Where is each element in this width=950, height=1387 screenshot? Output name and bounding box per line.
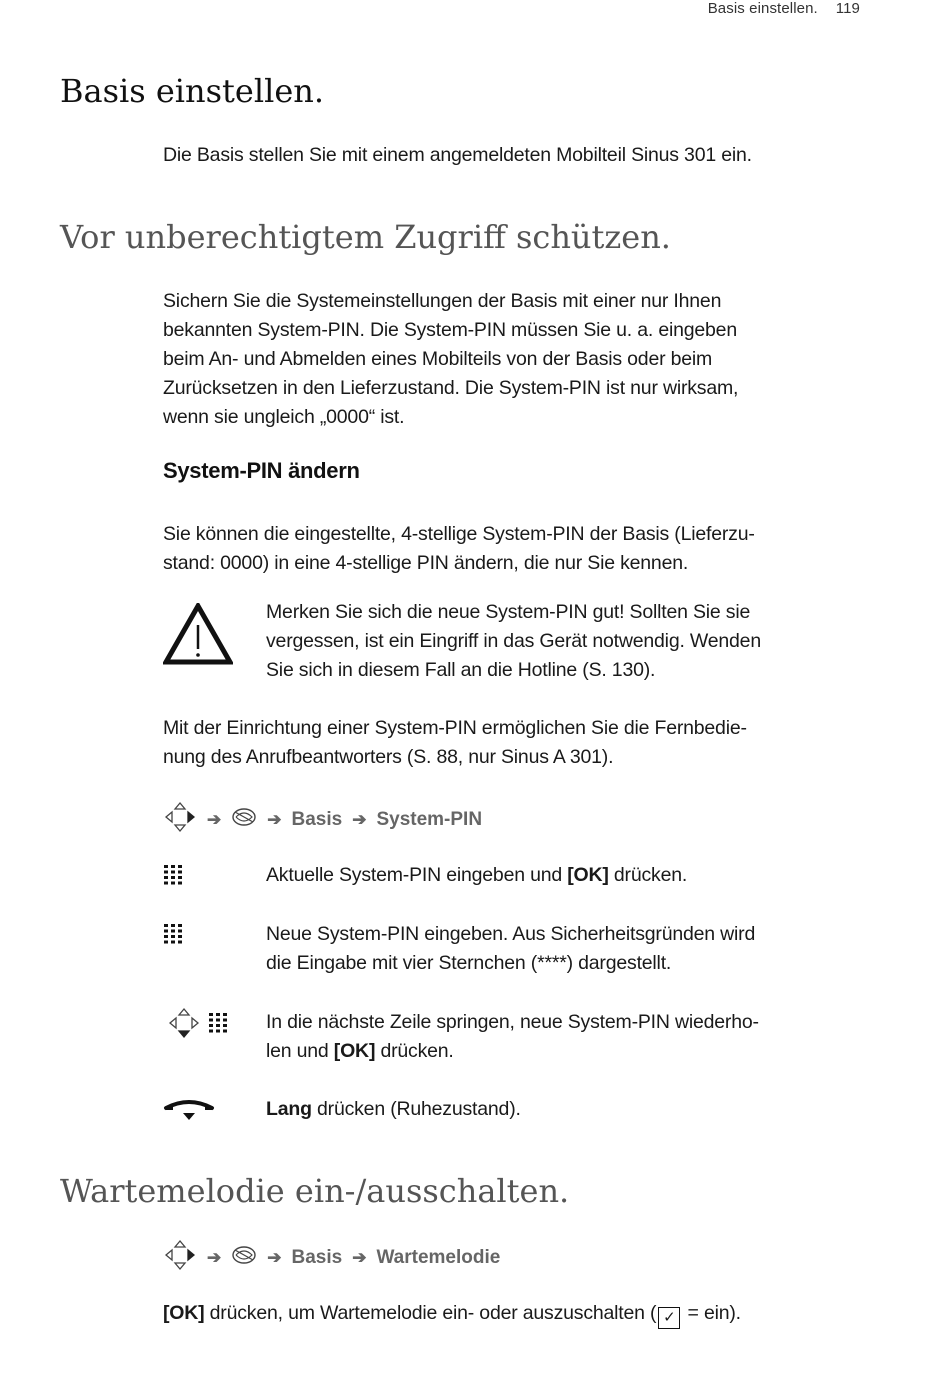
step-text: Aktuelle System-PIN eingeben und (266, 864, 568, 886)
menu-item-system-pin: System-PIN (376, 809, 483, 830)
warning-line: vergessen, ist ein Eingriff in das Gerät notwendig. Wenden (266, 630, 761, 652)
wartemelodie-text (163, 1299, 803, 1329)
header-section: Basis einstellen. (707, 0, 818, 17)
arrow-icon: ➔ (352, 810, 367, 829)
ok-key-label: [OK] (333, 1040, 376, 1062)
step-text: len und (266, 1040, 334, 1062)
security-paragraph (163, 287, 763, 432)
step-line: Neue System-PIN eingeben. Aus Sicherheitsgründen wird (266, 923, 756, 945)
ok-key-label: [OK] (163, 1302, 205, 1324)
step-text: drücken (Ruhezustand). (311, 1098, 521, 1120)
navigation-key-icon (163, 801, 197, 839)
para-line: Zurücksetzen in den Lieferzustand. Die System-PIN ist nur wirksam, (163, 377, 739, 399)
body-text: = ein). (682, 1302, 741, 1324)
remote-control-text (163, 714, 763, 772)
settings-menu-icon (231, 1244, 257, 1272)
para-line: nung des Anrufbeantworters (S. 88, nur Sinus A 301). (163, 746, 614, 768)
end-call-key-icon (163, 1098, 215, 1127)
subheading-pin-aendern: System-PIN ändern (163, 458, 360, 483)
arrow-icon: ➔ (352, 1248, 367, 1267)
warning-line: Sie sich in diesem Fall an die Hotline (S. 130). (266, 659, 656, 681)
step-line: In die nächste Zeile springen, neue System-PIN wiederho- (266, 1011, 759, 1033)
body-text: drücken, um Wartemelodie ein- oder auszuschalten ( (204, 1302, 657, 1324)
menu-item-wartemelodie: Wartemelodie (376, 1247, 501, 1268)
navigation-key-icon (163, 1239, 197, 1277)
para-line: Sie können die eingestellte, 4-stellige System-PIN der Basis (Lieferzu- (163, 523, 755, 545)
para-line: Mit der Einrichtung einer System-PIN ermöglichen Sie die Fernbedie- (163, 717, 747, 739)
keypad-icon (163, 864, 183, 891)
para-line: bekannten System-PIN. Die System-PIN müssen Sie u. a. eingeben (163, 319, 737, 341)
running-header (708, 0, 860, 17)
warning-line: Merken Sie sich die neue System-PIN gut! Sollten Sie sie (266, 601, 751, 623)
ok-key-label: [OK] (567, 864, 609, 886)
step-line (266, 1037, 761, 1066)
arrow-icon: ➔ (267, 1248, 282, 1267)
menu-path-system-pin (163, 801, 482, 839)
arrow-icon: ➔ (267, 810, 282, 829)
intro-text: Die Basis stellen Sie mit einem angemeldeten Mobilteil Sinus 301 ein. (163, 144, 752, 166)
arrow-icon: ➔ (207, 1248, 222, 1267)
step-text: drücken. (608, 864, 688, 886)
para-line: beim An- und Abmelden eines Mobilteils von der Basis oder beim (163, 348, 713, 370)
step-1-text (266, 861, 761, 890)
menu-path-wartemelodie (163, 1239, 500, 1277)
menu-item-basis: Basis (291, 1247, 343, 1268)
section-title-zugriff: Vor unberechtigtem Zugriff schützen. (60, 218, 671, 256)
menu-item-basis: Basis (291, 809, 343, 830)
keypad-icon (208, 1012, 228, 1039)
section-title-wartemelodie: Wartemelodie ein-/ausschalten. (60, 1172, 570, 1210)
step-4-text (266, 1095, 761, 1124)
arrow-icon: ➔ (207, 810, 222, 829)
page-number: 119 (835, 0, 860, 17)
step-line: die Eingabe mit vier Sternchen (****) dargestellt. (266, 952, 672, 974)
para-line: Sichern Sie die Systemeinstellungen der Basis mit einer nur Ihnen (163, 290, 722, 312)
pin-description (163, 520, 763, 578)
step-3-text (266, 1008, 761, 1066)
step-2-text (266, 920, 761, 978)
para-line: wenn sie ungleich „0000“ ist. (163, 406, 405, 428)
step-3-icons (168, 1007, 228, 1044)
section-title-basis: Basis einstellen. (60, 72, 325, 110)
navigation-down-key-icon (168, 1007, 200, 1044)
settings-menu-icon (231, 806, 257, 834)
warning-text (266, 598, 761, 685)
checkbox-checked-icon: ✓ (658, 1307, 680, 1329)
keypad-icon (163, 923, 183, 950)
para-line: stand: 0000) in eine 4-stellige PIN ändern, die nur Sie kennen. (163, 552, 689, 574)
warning-icon (163, 603, 233, 670)
step-text: drücken. (375, 1040, 454, 1062)
lang-label: Lang (266, 1098, 312, 1120)
